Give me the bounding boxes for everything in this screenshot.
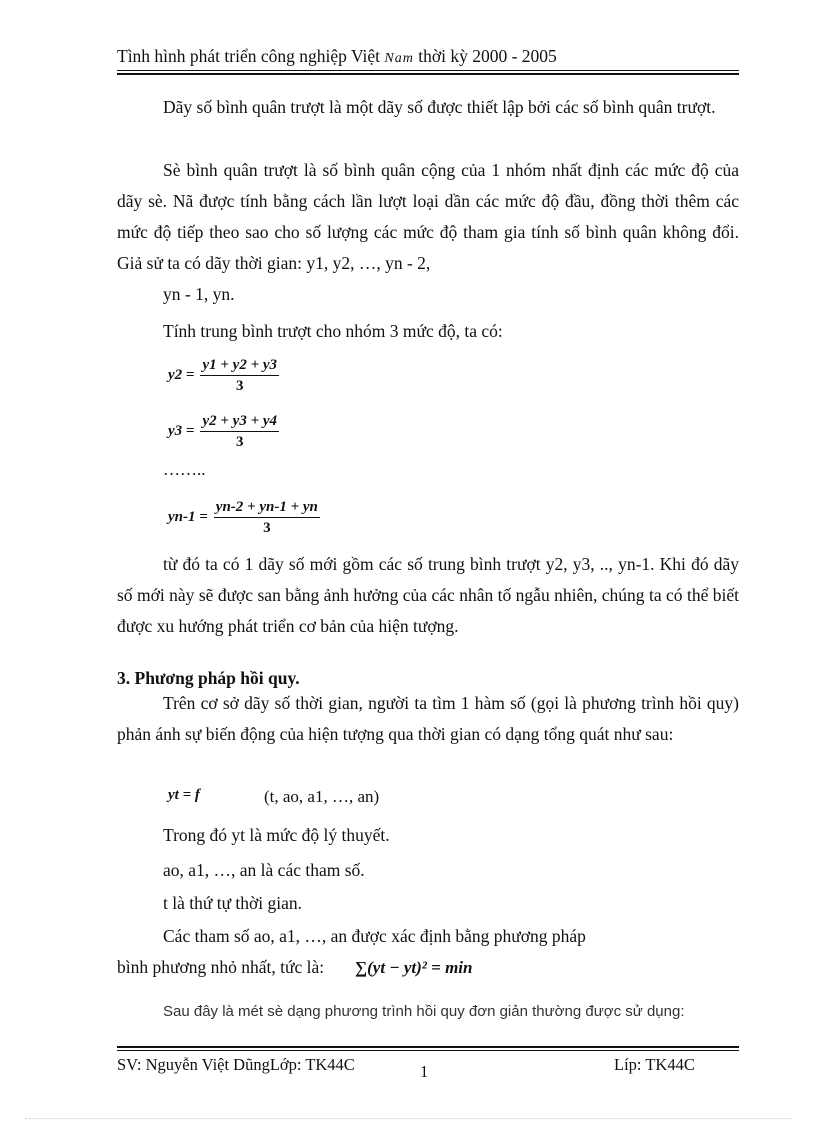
header-title-post: thời kỳ 2000 - 2005 xyxy=(413,46,557,66)
page-header xyxy=(117,46,557,67)
formula-general-function xyxy=(168,787,379,807)
paragraph-theoretical-level: Trong đó yt là mức độ lý thuyết. xyxy=(163,825,390,845)
formula-y3 xyxy=(168,411,279,452)
footer-student: SV: Nguyễn Việt DũngLớp: TK44C xyxy=(117,1055,355,1074)
paragraph-least-squares: Các tham số ao, a1, …, an được xác định bằng phương pháp bình phương nhỏ nhất, tức là: xyxy=(117,926,586,977)
header-rule-1 xyxy=(117,70,739,71)
header-title-pre: Tình hình phát triển công nghiệp Việt xyxy=(117,46,385,66)
formula-yn-1 xyxy=(168,497,320,538)
formula-least-squares: ∑(yt − yt)² = min xyxy=(355,958,473,977)
header-title-script: Nam xyxy=(384,51,414,66)
paragraph-regression-intro: Trên cơ sở dãy số thời gian, người ta tìm 1 hàm số (gọi là phương trình hồi quy) phản ánh sự biến động của hiện tượng qua thời gian có dạng tổng quát như sau: xyxy=(117,693,739,744)
footer-class: Líp: TK44C xyxy=(614,1055,695,1074)
formula-denominator: 3 xyxy=(236,434,244,450)
formula-numerator: y2 + y3 + y4 xyxy=(200,411,279,432)
footer-rule-2 xyxy=(117,1050,739,1051)
formula-lhs: y3 = xyxy=(168,423,195,439)
ellipsis-dots: …….. xyxy=(163,460,206,479)
paragraph-text: Sè bình quân trượt là số bình quân cộng của 1 nhóm nhất định các mức độ của dãy sè. Nã được tính bằng cách lần lượt loại dần các mức độ đầu, đồng thời thêm các mức độ tiếp theo sao cho số lượng các mức độ tham gia tính số bình quân không đổi. Giả sử ta có dãy thời gian: y1, y2, …, yn - 2, xyxy=(117,160,739,273)
formula-lhs: y2 = xyxy=(168,367,195,383)
formula-lhs: yn-1 = xyxy=(168,509,208,525)
formula-yt-f: yt = f xyxy=(168,787,200,803)
paragraph-three-level-average: Tính trung bình trượt cho nhóm 3 mức độ, ta có: xyxy=(163,321,503,341)
paragraph-moving-average-definition xyxy=(117,155,739,310)
paragraph-parameters: ao, a1, …, an là các tham số. xyxy=(163,860,365,880)
section-heading-regression: 3. Phương pháp hồi quy. xyxy=(117,668,300,688)
formula-numerator: y1 + y2 + y3 xyxy=(200,355,279,376)
header-rule-2 xyxy=(117,73,739,75)
page-bottom-dotted-rule xyxy=(25,1118,791,1119)
formula-y2 xyxy=(168,355,279,396)
formula-numerator: yn-2 + yn-1 + yn xyxy=(214,497,320,518)
paragraph-new-series: từ đó ta có 1 dãy số mới gồm các số trung bình trượt y2, y3, .., yn-1. Khi đó dãy số mới này sẽ được san bằng ảnh hưởng của các nhân tố ngẫu nhiên, chúng ta có thể biết được xu hướng phát triển cơ bản của hiện tượng. xyxy=(117,554,739,636)
footer-rule-1 xyxy=(117,1046,739,1048)
formula-denominator: 3 xyxy=(236,378,244,394)
paragraph-time-order: t là thứ tự thời gian. xyxy=(163,893,303,913)
paragraph-moving-average-series: Dãy số bình quân trượt là một dãy số được thiết lập bởi các số bình quân trượt. xyxy=(163,97,716,117)
paragraph-last-line: yn - 1, yn. xyxy=(163,284,235,304)
formula-args: (t, ao, a1, …, an) xyxy=(264,787,380,806)
paragraph-regression-forms: Sau đây là mét sè dạng phương trình hồi quy đơn giản thường được sử dụng: xyxy=(163,1003,685,1020)
footer-page-number: 1 xyxy=(420,1062,429,1081)
formula-denominator: 3 xyxy=(263,520,271,536)
